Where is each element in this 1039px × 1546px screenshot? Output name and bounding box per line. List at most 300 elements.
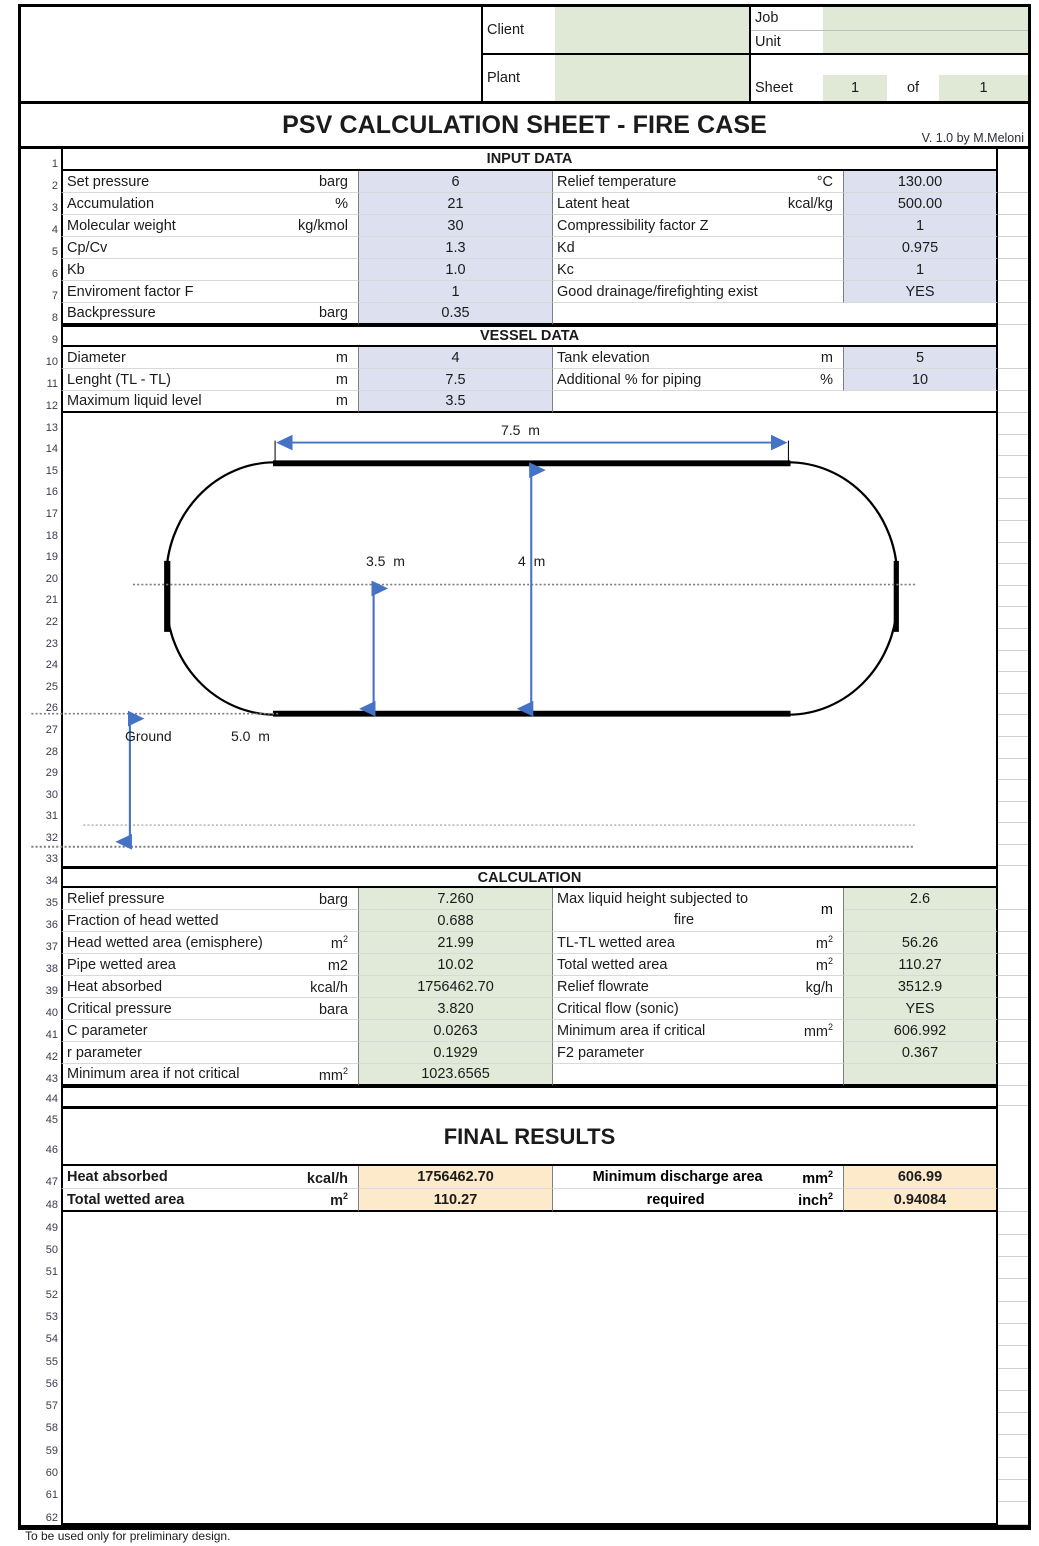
value-cell[interactable]: 1 [844, 215, 998, 237]
margin-column [998, 259, 1028, 281]
label-text: Fraction of head wetted [67, 912, 219, 929]
value-cell[interactable]: 1.0 [359, 259, 553, 281]
margin-column [998, 1257, 1028, 1279]
margin-column [998, 413, 1028, 435]
row-number: 38 [21, 954, 61, 976]
row-number: 6 [21, 259, 61, 281]
blank-cell [61, 521, 998, 543]
value-cell: 56.26 [844, 932, 998, 954]
calculation-table [21, 888, 1028, 1086]
unit-text [313, 1000, 358, 1018]
table-row [21, 259, 1028, 281]
value-cell[interactable]: 6 [359, 171, 553, 193]
blank-cell [61, 1302, 998, 1324]
blank-cell [61, 1235, 998, 1257]
margin-column [998, 823, 1028, 845]
row-number: 21 [21, 586, 61, 608]
table-row [21, 1042, 1028, 1064]
value-cell[interactable]: 4 [359, 347, 553, 369]
row-number: 51 [21, 1257, 61, 1279]
table-row [21, 369, 1028, 391]
blank-row [21, 737, 1028, 759]
row-number: 10 [21, 347, 61, 369]
unit-text: barg [318, 173, 348, 190]
row-number: 41 [21, 1020, 61, 1042]
value-cell: 110.27 [359, 1189, 553, 1212]
row-number: 23 [21, 629, 61, 651]
sheet-label: Sheet [751, 75, 823, 101]
row-label-cell [61, 888, 359, 910]
row-label-cell [553, 303, 844, 325]
row-number: 43 [21, 1064, 61, 1086]
plant-value[interactable] [555, 55, 749, 101]
blank-row [21, 1302, 1028, 1324]
row-number: 37 [21, 932, 61, 954]
row-label-cell [61, 237, 359, 259]
unit-base: m [330, 935, 343, 952]
blank-cell [61, 845, 998, 867]
job-value[interactable] [823, 7, 1028, 30]
margin-column [998, 802, 1028, 824]
empty-cell [61, 1086, 998, 1106]
value-cell: 0.0263 [359, 1020, 553, 1042]
blank-cell [61, 715, 998, 737]
value-cell: 606.992 [844, 1020, 998, 1042]
blank-row [21, 456, 1028, 478]
unit-exponent: 2 [827, 1191, 833, 1202]
sheet-number[interactable]: 1 [823, 75, 887, 101]
table-row [21, 1064, 1028, 1086]
unit-text [798, 1191, 843, 1209]
unit-value[interactable] [823, 31, 1028, 54]
blank-row [21, 780, 1028, 802]
blank-cell [61, 1435, 998, 1457]
blank-cell [61, 672, 998, 694]
unit-text [325, 934, 358, 952]
row-number: 17 [21, 499, 61, 521]
label-text: Tank elevation [557, 349, 650, 366]
unit-exponent: 2 [342, 934, 348, 945]
blank-row [21, 1346, 1028, 1368]
blank-cell [61, 737, 998, 759]
margin-column [998, 1502, 1028, 1524]
margin-column [998, 1435, 1028, 1457]
value-cell[interactable] [844, 391, 998, 413]
section-header-final-results: FINAL RESULTS [61, 1106, 998, 1166]
row-label-cell [553, 998, 844, 1020]
margin-column [998, 456, 1028, 478]
margin-column [998, 303, 1028, 325]
row-number: 12 [21, 391, 61, 413]
unit-row [751, 31, 1028, 54]
merged-label-cell [553, 1189, 844, 1212]
table-row [21, 1020, 1028, 1042]
value-cell[interactable]: 1 [359, 281, 553, 303]
blank-cell [61, 1212, 998, 1234]
unit-text: m [335, 393, 348, 409]
label-text: Compressibility factor Z [557, 217, 709, 234]
margin-column [998, 149, 1028, 171]
client-value[interactable] [555, 7, 749, 53]
blank-row [21, 651, 1028, 673]
blank-row [21, 759, 1028, 781]
margin-column [998, 932, 1028, 954]
table-row [21, 1189, 1028, 1212]
blank-cell [61, 1480, 998, 1502]
unit-text: barg [318, 305, 348, 321]
value-cell: 606.99 [844, 1166, 998, 1189]
plant-label: Plant [483, 55, 555, 101]
diagram-liquid-level-label: 3.5 m [366, 553, 405, 569]
label-text: Heat absorbed [67, 978, 163, 995]
label-text: Critical pressure [67, 1000, 172, 1017]
row-number: 9 [21, 325, 61, 347]
row-label-cell [553, 193, 844, 215]
row-label-cell [61, 193, 359, 215]
row-number: 14 [21, 435, 61, 457]
row-number: 34 [21, 866, 61, 888]
table-row [21, 303, 1028, 325]
unit-base: kcal/h [310, 979, 348, 996]
unit-base: mm [803, 1023, 828, 1040]
margin-column [998, 845, 1028, 867]
margin-column [998, 759, 1028, 781]
row-label-cell [553, 1064, 844, 1086]
sheet-of-label: of [887, 75, 939, 101]
value-cell: 0.94084 [844, 1189, 998, 1212]
row-number: 18 [21, 521, 61, 543]
margin-column [998, 1086, 1028, 1106]
unit-text: % [820, 371, 833, 388]
blank-row [21, 1435, 1028, 1457]
label-text: Pipe wetted area [67, 956, 176, 973]
margin-column [998, 1020, 1028, 1042]
value-cell: YES [844, 998, 998, 1020]
value-cell: 1756462.70 [359, 1166, 553, 1189]
blank-cell [61, 1502, 998, 1524]
margin-column [998, 521, 1028, 543]
margin-column [998, 171, 1028, 193]
plant-row [483, 55, 749, 101]
merged-label-line2: fire [673, 911, 695, 928]
section-header-input: INPUT DATA [61, 149, 998, 171]
title-block [21, 7, 1028, 104]
unit-text: m [335, 371, 348, 388]
margin-column [998, 1166, 1028, 1189]
row-label-cell [61, 910, 359, 932]
margin-column [998, 607, 1028, 629]
blank-cell [61, 759, 998, 781]
page-title: PSV CALCULATION SHEET - FIRE CASE [282, 110, 767, 139]
row-number: 7 [21, 281, 61, 303]
blank-row [21, 586, 1028, 608]
blank-cell [61, 586, 998, 608]
value-cell: 1756462.70 [359, 976, 553, 998]
row-label-cell [61, 171, 359, 193]
unit-exponent: 2 [342, 1065, 348, 1076]
table-row [21, 347, 1028, 369]
unit-exponent: 2 [827, 1168, 833, 1179]
merged-label-line: Minimum discharge area [592, 1169, 763, 1186]
unit-exponent: 2 [342, 1191, 348, 1202]
row-number: 15 [21, 456, 61, 478]
unit-base: mm [802, 1170, 828, 1187]
blank-cell [61, 1391, 998, 1413]
row-label-cell [61, 369, 359, 391]
table-row [21, 910, 1028, 932]
merged-unit-text: m [820, 901, 833, 918]
merged-label-cell [553, 888, 844, 932]
value-cell[interactable]: 0.975 [844, 237, 998, 259]
unit-base: barg [318, 891, 348, 908]
blank-row [21, 823, 1028, 845]
unit-label: Unit [751, 31, 823, 54]
row-label-cell [61, 998, 359, 1020]
label-text: Lenght (TL - TL) [67, 371, 171, 388]
row-label-cell [553, 1020, 844, 1042]
value-cell[interactable]: 0.35 [359, 303, 553, 325]
blank-cell [61, 1369, 998, 1391]
value-cell: 21.99 [359, 932, 553, 954]
blank-row [21, 1279, 1028, 1301]
table-row [21, 932, 1028, 954]
margin-column [998, 215, 1028, 237]
row-label-cell [553, 281, 844, 303]
value-cell: 1023.6565 [359, 1064, 553, 1086]
margin-column [998, 478, 1028, 500]
blank-row [21, 629, 1028, 651]
value-cell[interactable]: 500.00 [844, 193, 998, 215]
unit-base: inch [798, 1192, 828, 1209]
row-number: 29 [21, 759, 61, 781]
value-cell: 10.02 [359, 954, 553, 976]
value-cell[interactable]: 30 [359, 215, 553, 237]
row-label-cell [553, 259, 844, 281]
unit-base: kcal/h [306, 1170, 348, 1187]
row-label-cell [553, 391, 844, 413]
label-text: Enviroment factor F [67, 283, 194, 300]
job-unit-sheet-block [751, 7, 1028, 101]
label-text: Critical flow (sonic) [557, 1000, 679, 1017]
value-cell[interactable]: 3.5 [359, 391, 553, 413]
margin-column [998, 1212, 1028, 1234]
sheet-total[interactable]: 1 [939, 75, 1028, 101]
label-text: Maximum liquid level [67, 393, 202, 409]
margin-column [998, 347, 1028, 369]
margin-column [998, 564, 1028, 586]
value-cell[interactable]: YES [844, 281, 998, 303]
row-label-cell [61, 954, 359, 976]
row-label-cell [553, 954, 844, 976]
blank-cell [61, 1279, 998, 1301]
version-label: V. 1.0 by M.Meloni [921, 131, 1024, 145]
label-text: Molecular weight [67, 217, 176, 234]
margin-column [998, 1346, 1028, 1368]
row-number: 59 [21, 1435, 61, 1457]
margin-column [998, 780, 1028, 802]
blank-row [21, 1257, 1028, 1279]
row-label-cell [61, 1166, 359, 1189]
diagram-elevation-label: 5.0 m [231, 728, 270, 744]
margin-column [998, 888, 1028, 910]
blank-row [21, 1324, 1028, 1346]
blank-row [21, 521, 1028, 543]
sheet-frame [18, 4, 1031, 1544]
margin-column [998, 237, 1028, 259]
blank-row [21, 1391, 1028, 1413]
row-label-cell [61, 281, 359, 303]
margin-column [998, 1480, 1028, 1502]
row-number: 61 [21, 1480, 61, 1502]
merged-label-line: required [646, 1191, 705, 1208]
blank-area-bottom [21, 1212, 1028, 1524]
row-number: 48 [21, 1189, 61, 1212]
row-number: 28 [21, 737, 61, 759]
value-cell[interactable]: 1 [844, 259, 998, 281]
row-number: 47 [21, 1166, 61, 1189]
margin-column [998, 586, 1028, 608]
value-cell[interactable]: 1.3 [359, 237, 553, 259]
value-cell: 7.260 [359, 888, 553, 910]
row-number: 57 [21, 1391, 61, 1413]
margin-column [998, 543, 1028, 565]
margin-column [998, 391, 1028, 413]
vessel-data-banner-row [21, 325, 1028, 347]
job-label: Job [751, 7, 823, 30]
label-text: Head wetted area (emisphere) [67, 934, 263, 951]
unit-text [800, 978, 843, 996]
row-number: 2 [21, 171, 61, 193]
margin-column [998, 1324, 1028, 1346]
table-row [21, 1166, 1028, 1189]
table-row [21, 193, 1028, 215]
table-row [21, 391, 1028, 413]
row-number: 50 [21, 1235, 61, 1257]
margin-column [998, 651, 1028, 673]
value-cell[interactable] [844, 303, 998, 325]
value-cell[interactable]: 5 [844, 347, 998, 369]
blank-cell [61, 651, 998, 673]
unit-text: kcal/kg [787, 195, 833, 212]
blank-cell [61, 694, 998, 716]
row-label-cell [61, 1064, 359, 1086]
row-number: 16 [21, 478, 61, 500]
margin-column [998, 672, 1028, 694]
value-cell: 0.688 [359, 910, 553, 932]
blank-cell [61, 780, 998, 802]
client-row [483, 7, 749, 55]
label-text: Total wetted area [67, 1191, 185, 1208]
value-cell[interactable]: 21 [359, 193, 553, 215]
merged-label-cell [553, 1166, 844, 1189]
unit-text: m [335, 349, 348, 366]
row-label-cell [61, 347, 359, 369]
row-label-cell [61, 303, 359, 325]
row-number: 25 [21, 672, 61, 694]
blank-cell [61, 1413, 998, 1435]
row-number: 56 [21, 1369, 61, 1391]
row-number: 53 [21, 1302, 61, 1324]
blank-cell [61, 1257, 998, 1279]
unit-base: kg/h [805, 979, 833, 996]
row-number: 49 [21, 1212, 61, 1234]
unit-text: °C [816, 173, 833, 190]
margin-column [998, 1279, 1028, 1301]
label-text: Diameter [67, 349, 126, 366]
blank-row [21, 1458, 1028, 1480]
row-number: 62 [21, 1502, 61, 1524]
margin-column [998, 435, 1028, 457]
blank-row [21, 607, 1028, 629]
margin-column [998, 910, 1028, 932]
row-label-cell [61, 215, 359, 237]
blank-cell [61, 607, 998, 629]
margin-column [998, 1235, 1028, 1257]
page-title-bar [21, 104, 1028, 149]
margin-column [998, 998, 1028, 1020]
margin-column [998, 629, 1028, 651]
table-row [21, 215, 1028, 237]
value-cell[interactable]: 130.00 [844, 171, 998, 193]
row-number: 4 [21, 215, 61, 237]
blank-row [21, 1212, 1028, 1234]
value-cell[interactable]: 10 [844, 369, 998, 391]
value-cell[interactable]: 7.5 [359, 369, 553, 391]
label-text: Total wetted area [557, 956, 668, 973]
value-cell: 3.820 [359, 998, 553, 1020]
row-number: 22 [21, 607, 61, 629]
unit-base: m2 [327, 957, 348, 974]
blank-cell [61, 456, 998, 478]
label-text: Accumulation [67, 195, 155, 212]
value-cell: 3512.9 [844, 976, 998, 998]
client-label: Client [483, 7, 555, 53]
label-text: C parameter [67, 1022, 148, 1039]
input-data-table [21, 171, 1028, 325]
unit-text [313, 890, 358, 908]
blank-row [21, 802, 1028, 824]
row-number: 30 [21, 780, 61, 802]
label-text: Relief flowrate [557, 978, 649, 995]
row-number: 20 [21, 564, 61, 586]
blank-row [21, 1502, 1028, 1524]
row-number: 44 [21, 1086, 61, 1106]
blank-cell [61, 1346, 998, 1368]
blank-row [21, 478, 1028, 500]
label-text: Additional % for piping [557, 371, 702, 388]
value-cell: 2.6 [844, 888, 998, 910]
row-label-cell [553, 347, 844, 369]
value-cell: 0.367 [844, 1042, 998, 1064]
unit-text [304, 978, 358, 996]
unit-text [802, 1169, 843, 1187]
blank-row [21, 1413, 1028, 1435]
blank-row [21, 1369, 1028, 1391]
unit-base: m [815, 935, 828, 952]
table-row [21, 237, 1028, 259]
row-number: 36 [21, 910, 61, 932]
margin-column [998, 193, 1028, 215]
row-number: 24 [21, 651, 61, 673]
row-label-cell [61, 391, 359, 413]
margin-column [998, 1458, 1028, 1480]
label-text: Minimum area if not critical [67, 1066, 240, 1083]
row-number: 27 [21, 715, 61, 737]
unit-exponent: 2 [827, 956, 833, 967]
value-cell: 0.1929 [359, 1042, 553, 1064]
label-text: Cp/Cv [67, 239, 108, 256]
final-results-table [21, 1166, 1028, 1212]
